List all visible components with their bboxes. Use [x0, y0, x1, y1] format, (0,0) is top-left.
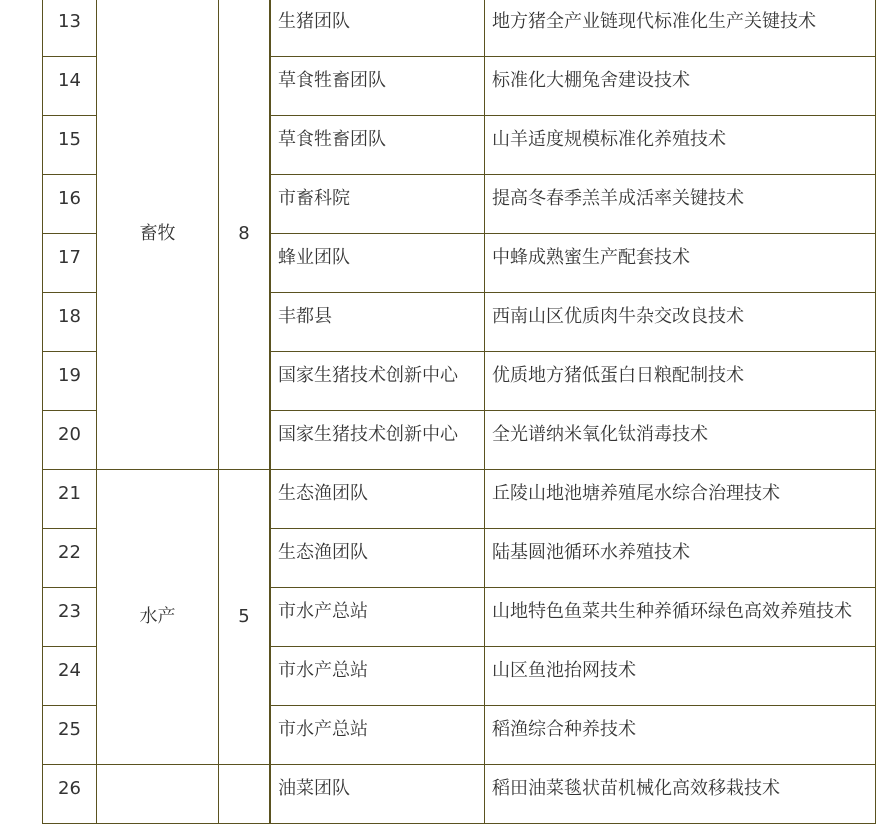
unit-cell: 蜂业团队	[271, 234, 485, 293]
row-number: 17	[43, 234, 97, 293]
row-number: 24	[43, 647, 97, 706]
count-cell: 5	[219, 470, 270, 765]
row-number: 19	[43, 352, 97, 411]
technology-table	[42, 0, 876, 824]
unit-cell: 市水产总站	[271, 706, 485, 765]
category-cell: 水产	[97, 470, 219, 765]
technology-cell: 陆基圆池循环水养殖技术	[485, 529, 876, 588]
unit-cell: 油菜团队	[271, 765, 485, 824]
table-row	[43, 0, 876, 57]
technology-cell: 山地特色鱼菜共生种养循环绿色高效养殖技术	[485, 588, 876, 647]
technology-cell: 西南山区优质肉牛杂交改良技术	[485, 293, 876, 352]
unit-cell: 生猪团队	[271, 0, 485, 57]
technology-cell: 丘陵山地池塘养殖尾水综合治理技术	[485, 470, 876, 529]
unit-cell: 国家生猪技术创新中心	[271, 411, 485, 470]
category-cell: 畜牧	[97, 0, 219, 470]
unit-cell: 市水产总站	[271, 588, 485, 647]
technology-cell: 优质地方猪低蛋白日粮配制技术	[485, 352, 876, 411]
row-number: 18	[43, 293, 97, 352]
unit-cell: 市畜科院	[271, 175, 485, 234]
technology-cell: 提高冬春季羔羊成活率关键技术	[485, 175, 876, 234]
table-body	[43, 0, 876, 824]
technology-cell: 山区鱼池抬网技术	[485, 647, 876, 706]
row-number: 23	[43, 588, 97, 647]
unit-cell: 草食牲畜团队	[271, 116, 485, 175]
category-cell	[97, 765, 219, 824]
row-number: 15	[43, 116, 97, 175]
row-number: 26	[43, 765, 97, 824]
row-number: 22	[43, 529, 97, 588]
count-cell	[219, 765, 270, 824]
row-number: 20	[43, 411, 97, 470]
technology-cell: 稻田油菜毯状苗机械化高效移栽技术	[485, 765, 876, 824]
row-number: 25	[43, 706, 97, 765]
unit-cell: 市水产总站	[271, 647, 485, 706]
row-number: 14	[43, 57, 97, 116]
technology-cell: 稻渔综合种养技术	[485, 706, 876, 765]
technology-cell: 标准化大棚兔舍建设技术	[485, 57, 876, 116]
row-number: 13	[43, 0, 97, 57]
technology-cell: 地方猪全产业链现代标准化生产关键技术	[485, 0, 876, 57]
count-cell: 8	[219, 0, 270, 470]
unit-cell: 生态渔团队	[271, 470, 485, 529]
technology-cell: 中蜂成熟蜜生产配套技术	[485, 234, 876, 293]
row-number: 21	[43, 470, 97, 529]
unit-cell: 丰都县	[271, 293, 485, 352]
table-row	[43, 470, 876, 529]
table-row	[43, 765, 876, 824]
unit-cell: 草食牲畜团队	[271, 57, 485, 116]
row-number: 16	[43, 175, 97, 234]
technology-cell: 山羊适度规模标准化养殖技术	[485, 116, 876, 175]
unit-cell: 国家生猪技术创新中心	[271, 352, 485, 411]
technology-cell: 全光谱纳米氧化钛消毒技术	[485, 411, 876, 470]
unit-cell: 生态渔团队	[271, 529, 485, 588]
